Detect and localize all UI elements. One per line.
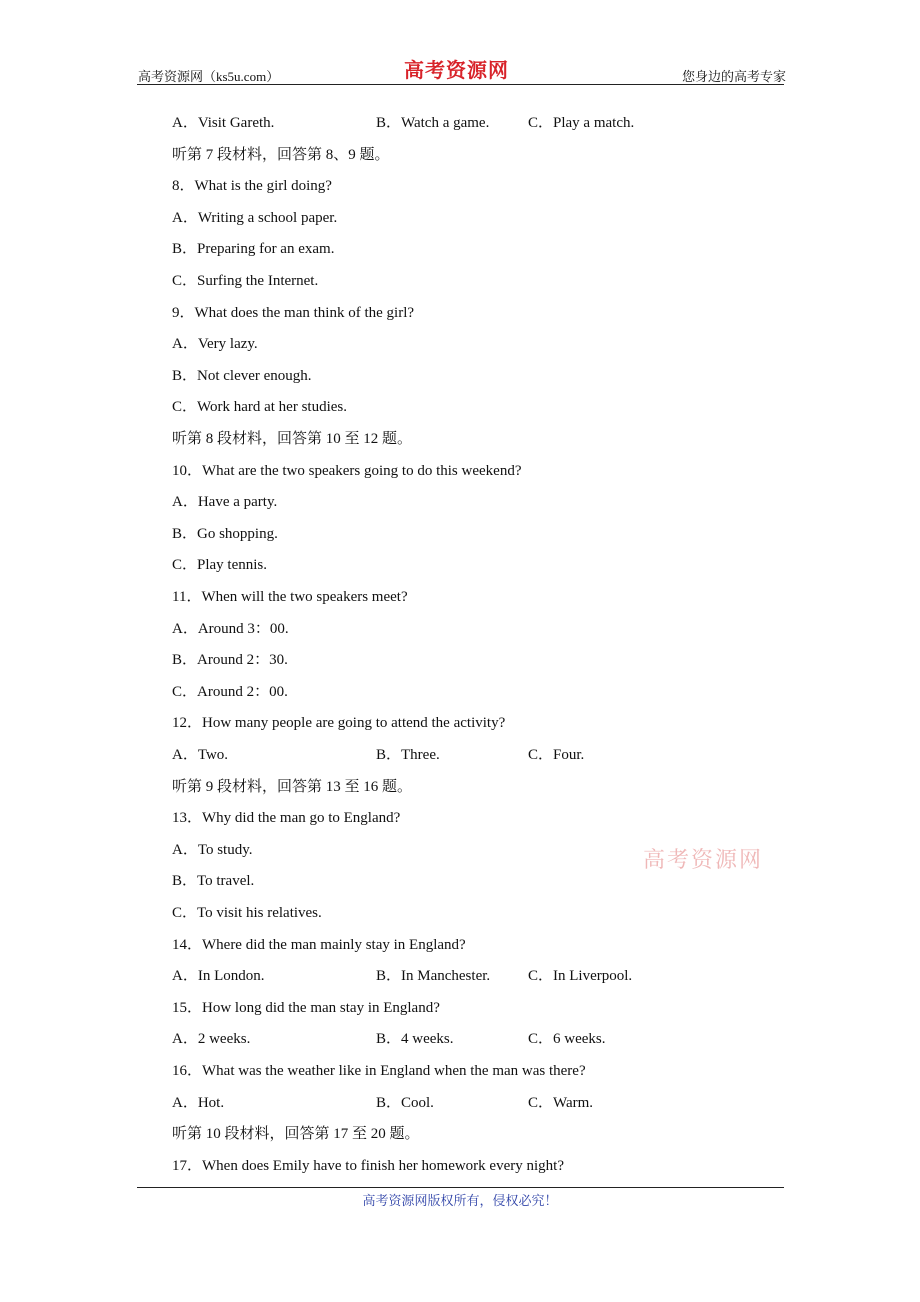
answer-option-b: B．Cool.	[376, 1095, 434, 1111]
answer-option-c: C．Four.	[528, 747, 585, 763]
answer-option: B．To travel.	[172, 873, 255, 889]
header-slogan: 您身边的高考专家	[681, 69, 786, 84]
answer-option: B．Preparing for an exam.	[172, 241, 335, 257]
answer-option-b: B．Watch a game.	[376, 115, 490, 131]
answer-option: A．To study.	[172, 842, 253, 858]
question-text: 16．What was the weather like in England when the man was there?	[172, 1063, 586, 1079]
watermark: 高考资源网	[643, 848, 764, 873]
question-text: 10．What are the two speakers going to do this weekend?	[172, 463, 522, 479]
answer-option: B．Around 2：30.	[172, 652, 288, 668]
answer-option: C．Work hard at her studies.	[172, 399, 348, 415]
answer-option-a: A．In London.	[172, 968, 265, 984]
answer-option: A．Writing a school paper.	[172, 210, 338, 226]
answer-option-c: C．Warm.	[528, 1095, 594, 1111]
question-text: 11．When will the two speakers meet?	[172, 589, 408, 605]
header-divider	[137, 84, 784, 85]
answer-option: A．Have a party.	[172, 494, 278, 510]
question-text: 12．How many people are going to attend the activity?	[172, 715, 506, 731]
question-text: 9．What does the man think of the girl?	[172, 305, 415, 321]
section-instruction: 听第 7 段材料，回答第 8、9 题。	[172, 147, 390, 163]
question-text: 8．What is the girl doing?	[172, 178, 332, 194]
answer-option-b: B．In Manchester.	[376, 968, 491, 984]
footer-copyright: 高考资源网版权所有，侵权必究！	[362, 1193, 558, 1208]
answer-option-a: A．2 weeks.	[172, 1031, 251, 1047]
answer-option-b: B．4 weeks.	[376, 1031, 454, 1047]
section-instruction: 听第 10 段材料，回答第 17 至 20 题。	[172, 1126, 420, 1142]
answer-option: B．Go shopping.	[172, 526, 278, 542]
answer-option: C．Around 2：00.	[172, 684, 288, 700]
question-text: 15．How long did the man stay in England?	[172, 1000, 440, 1016]
header-logo: 高考资源网	[404, 58, 509, 82]
answer-option: C．Play tennis.	[172, 557, 268, 573]
answer-option: C．Surfing the Internet.	[172, 273, 319, 289]
answer-option-c: C．6 weeks.	[528, 1031, 606, 1047]
answer-option: A．Very lazy.	[172, 336, 258, 352]
answer-option-a: A．Two.	[172, 747, 229, 763]
section-instruction: 听第 9 段材料，回答第 13 至 16 题。	[172, 779, 413, 795]
answer-option-c: C．In Liverpool.	[528, 968, 633, 984]
answer-option-b: B．Three.	[376, 747, 440, 763]
question-text: 17．When does Emily have to finish her homework every night?	[172, 1158, 564, 1174]
question-text: 13．Why did the man go to England?	[172, 810, 401, 826]
answer-option-a: A．Visit Gareth.	[172, 115, 275, 131]
answer-option: A．Around 3：00.	[172, 621, 289, 637]
answer-option: C．To visit his relatives.	[172, 905, 322, 921]
section-instruction: 听第 8 段材料，回答第 10 至 12 题。	[172, 431, 413, 447]
answer-option-a: A．Hot.	[172, 1095, 225, 1111]
answer-option: B．Not clever enough.	[172, 368, 312, 384]
header-site-name: 高考资源网（ks5u.com）	[138, 69, 280, 84]
answer-option-c: C．Play a match.	[528, 115, 635, 131]
question-text: 14．Where did the man mainly stay in England?	[172, 937, 466, 953]
footer-divider	[137, 1187, 784, 1188]
